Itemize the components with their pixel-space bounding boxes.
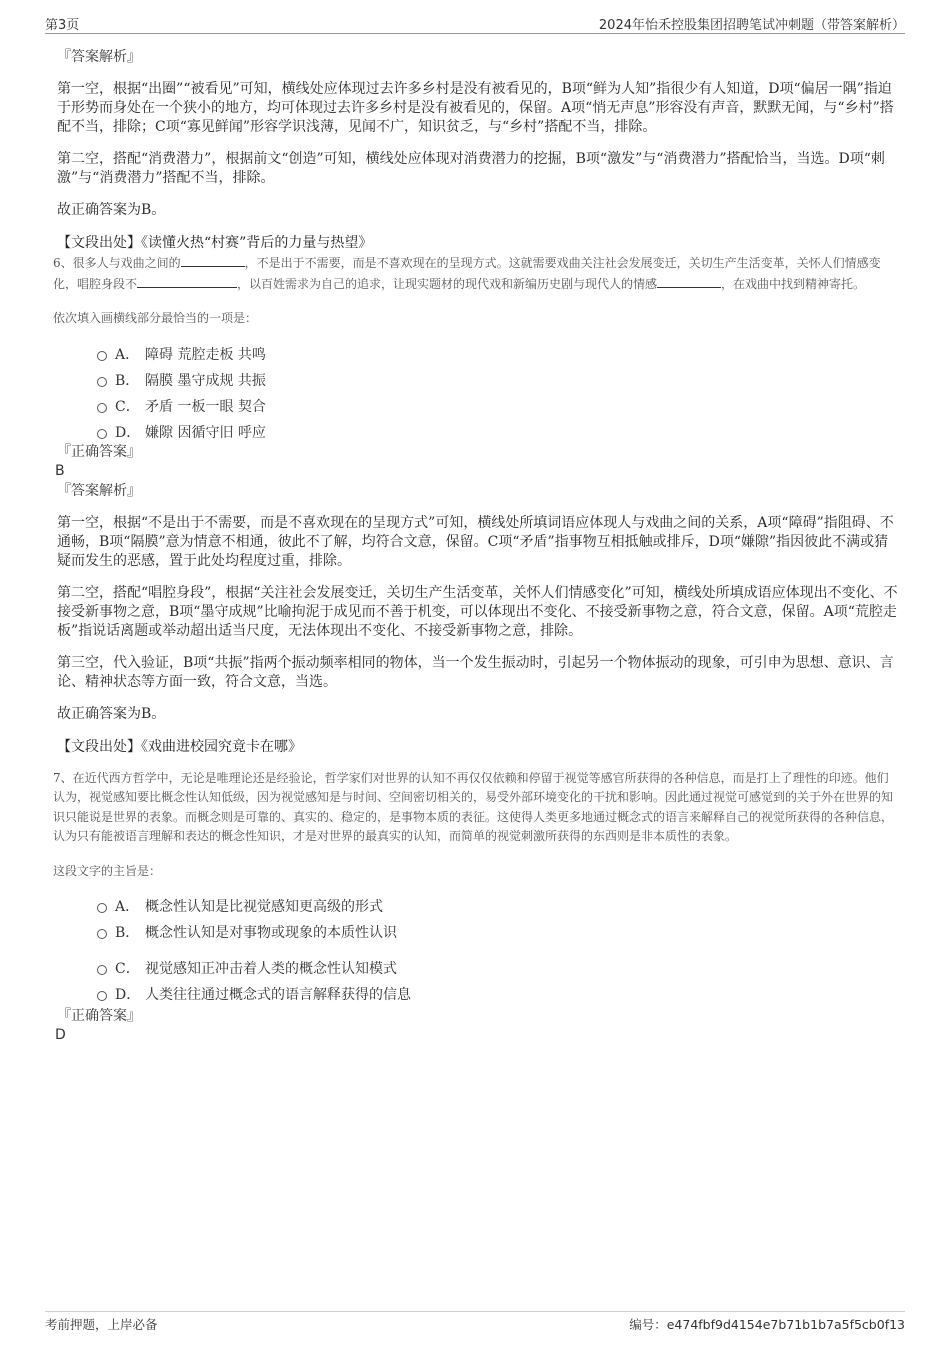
option-letter: B． [115,925,140,941]
option-text: 视觉感知正冲击着人类的概念性认知模式 [145,961,397,977]
q6-stem [53,253,899,294]
q6-prompt: 依次填入画横线部分最恰当的一项是： [53,311,258,325]
option-letter: D． [115,424,141,441]
footer-serial: 编号：e474fbf9d4154e7b71b1b7a5f5cb0f13 [629,1317,905,1332]
q6-answer-label: 『正确答案』 [57,443,141,460]
option-text: 概念性认知是对事物或现象的本质性认识 [145,925,397,941]
q6-source: 【文段出处】《戏曲进校园究竟卡在哪》 [57,738,302,755]
document-title: 2024年怡禾控股集团招聘笔试冲刺题（带答案解析） [598,18,905,33]
option-letter: C． [115,961,140,977]
q6-analysis-p2: 第二空，搭配“唱腔身段”，根据“关注社会发展变迁，关切生产生活变革，关怀人们情感变化”可知，横线处所填成语应体现出不变化、不接受新事物之意，B项“墨守成规”比喻拘泥于成见而不善于机变，可以体现出不变化、不接受新事物之意，符合文意，保留。A项“荒腔走板”指说话离题或举动超出适当尺度，无法体现出不变化、不接受新事物之意，排除。 [57,584,898,639]
option-text: 概念性认知是比视觉感知更高级的形式 [145,899,383,915]
radio-button[interactable] [97,903,107,913]
blank-line [657,274,721,288]
footer-slogan: 考前押题，上岸必备 [45,1317,158,1332]
q7-option-c[interactable] [97,959,899,985]
q6-analysis-label: 『答案解析』 [57,482,141,499]
q7-answer: D [55,1027,66,1043]
q6-option-b[interactable] [97,371,899,397]
q6-option-a[interactable] [97,345,899,371]
page-number: 第3页 [45,18,80,33]
option-text: 嫌隙 因循守旧 呼应 [145,424,266,441]
option-letter: C． [115,398,140,415]
q6-analysis-p1: 第一空，根据“不是出于不需要，而是不喜欢现在的呈现方式”可知，横线处所填词语应体现人与戏曲之间的关系，A项“障碍”指阻碍、不通畅，B项“隔膜”意为情意不相通，彼此不了解，均符合文意，保留。C项“矛盾”指事物互相抵触或排斥，D项“嫌隙”指因彼此不满或猜疑而发生的恶感，置于此处均程度过重，排除。 [57,514,894,569]
q5-analysis-p2: 第二空，搭配“消费潜力”，根据前文“创造”可知，横线处应体现对消费潜力的挖掘，B项“激发”与“消费潜力”搭配恰当，当选。D项“刺激”与“消费潜力”搭配不当，排除。 [57,151,885,186]
option-text: 人类往往通过概念式的语言解释获得的信息 [145,987,411,1003]
option-text: 障碍 荒腔走板 共鸣 [145,346,266,363]
option-letter: D． [115,987,141,1003]
q7-prompt: 这段文字的主旨是： [53,863,162,878]
q7-options [97,897,899,1011]
option-letter: B． [115,372,140,389]
q6-answer: B [55,462,65,479]
radio-button[interactable] [97,991,107,1001]
radio-button[interactable] [97,929,107,939]
radio-button[interactable] [97,351,107,361]
q7-option-a[interactable] [97,897,899,923]
page-footer [45,1311,905,1333]
blank-line [181,253,245,267]
option-letter: A． [115,899,140,915]
q6-options [97,345,899,449]
page-content [53,48,899,1044]
radio-button[interactable] [97,429,107,439]
q7-stem: 7、在近代西方哲学中，无论是唯理论还是经验论，哲学家们对世界的认知不再仅仅依赖和停留于视觉等感官所获得的各种信息，而是打上了理性的印迹。他们认为，视觉感知要比概念性认知低级，因为视觉感知是与时间、空间密切相关的，易受外部环境变化的干扰和影响。因此通过视觉可感觉到的关于外在世界的知识只能说是世界的表象。而概念则是可靠的、真实的、稳定的，是事物本质的表征。这使得人类更多地通过概念式的语言来解释自己的视觉所获得的各种信息，认为只有能被语言理解和表达的概念性知识，才是对世界的最真实的认知，而简单的视觉刺激所获得的东西则是非本质性的表象。 [53,770,894,843]
radio-button[interactable] [97,965,107,975]
q6-stem-part3: ，以百姓需求为自己的追求，让现实题材的现代戏和新编历史剧与现代人的情感 [237,276,658,291]
q7-answer-label: 『正确答案』 [57,1008,141,1024]
q6-stem-part2: ，不是出于不需要，而是不喜欢现在的呈现方式。这就需要戏曲关注社会发展变迁，关切生产生活变革，关怀人们情感变化，唱腔身段不 [53,256,881,291]
option-text: 矛盾 一板一眼 契合 [145,398,266,415]
option-letter: A． [115,346,140,363]
q6-analysis-p3: 第三空，代入验证，B项“共振”指两个振动频率相同的物体，当一个发生振动时，引起另一个物体振动的现象，可引申为思想、意识、言论、精神状态等方面一致，符合文意，当选。 [57,654,894,690]
q7-option-b[interactable] [97,923,899,949]
q5-analysis-label: 『答案解析』 [57,49,141,65]
radio-button[interactable] [97,403,107,413]
q5-analysis-p1: 第一空，根据“出圈”“被看见”可知，横线处应体现过去许多乡村是没有被看见的，B项“鲜为人知”指很少有人知道，D项“偏居一隅”指迫于形势而身处在一个狭小的地方，均可体现过去许多乡村是没有被看见的，保留。A项“悄无声息”形容没有声音，默默无闻，与“乡村”搭配不当，排除；C项“寡见鲜闻”形容学识浅薄，见闻不广，知识贫乏，与“乡村”搭配不当，排除。 [57,81,894,135]
q6-stem-part4: ，在戏曲中找到精神寄托。 [721,276,866,291]
page-header [45,13,905,34]
radio-button[interactable] [97,377,107,387]
blank-line [137,274,237,288]
option-text: 隔膜 墨守成规 共振 [145,372,266,389]
q5-conclusion: 故正确答案为B。 [57,202,166,218]
q5-source: 【文段出处】《读懂火热“村赛”背后的力量与热望》 [57,235,373,251]
q6-stem-part1: 6、很多人与戏曲之间的 [53,256,181,270]
q6-conclusion: 故正确答案为B。 [57,705,166,722]
q6-option-c[interactable] [97,397,899,423]
